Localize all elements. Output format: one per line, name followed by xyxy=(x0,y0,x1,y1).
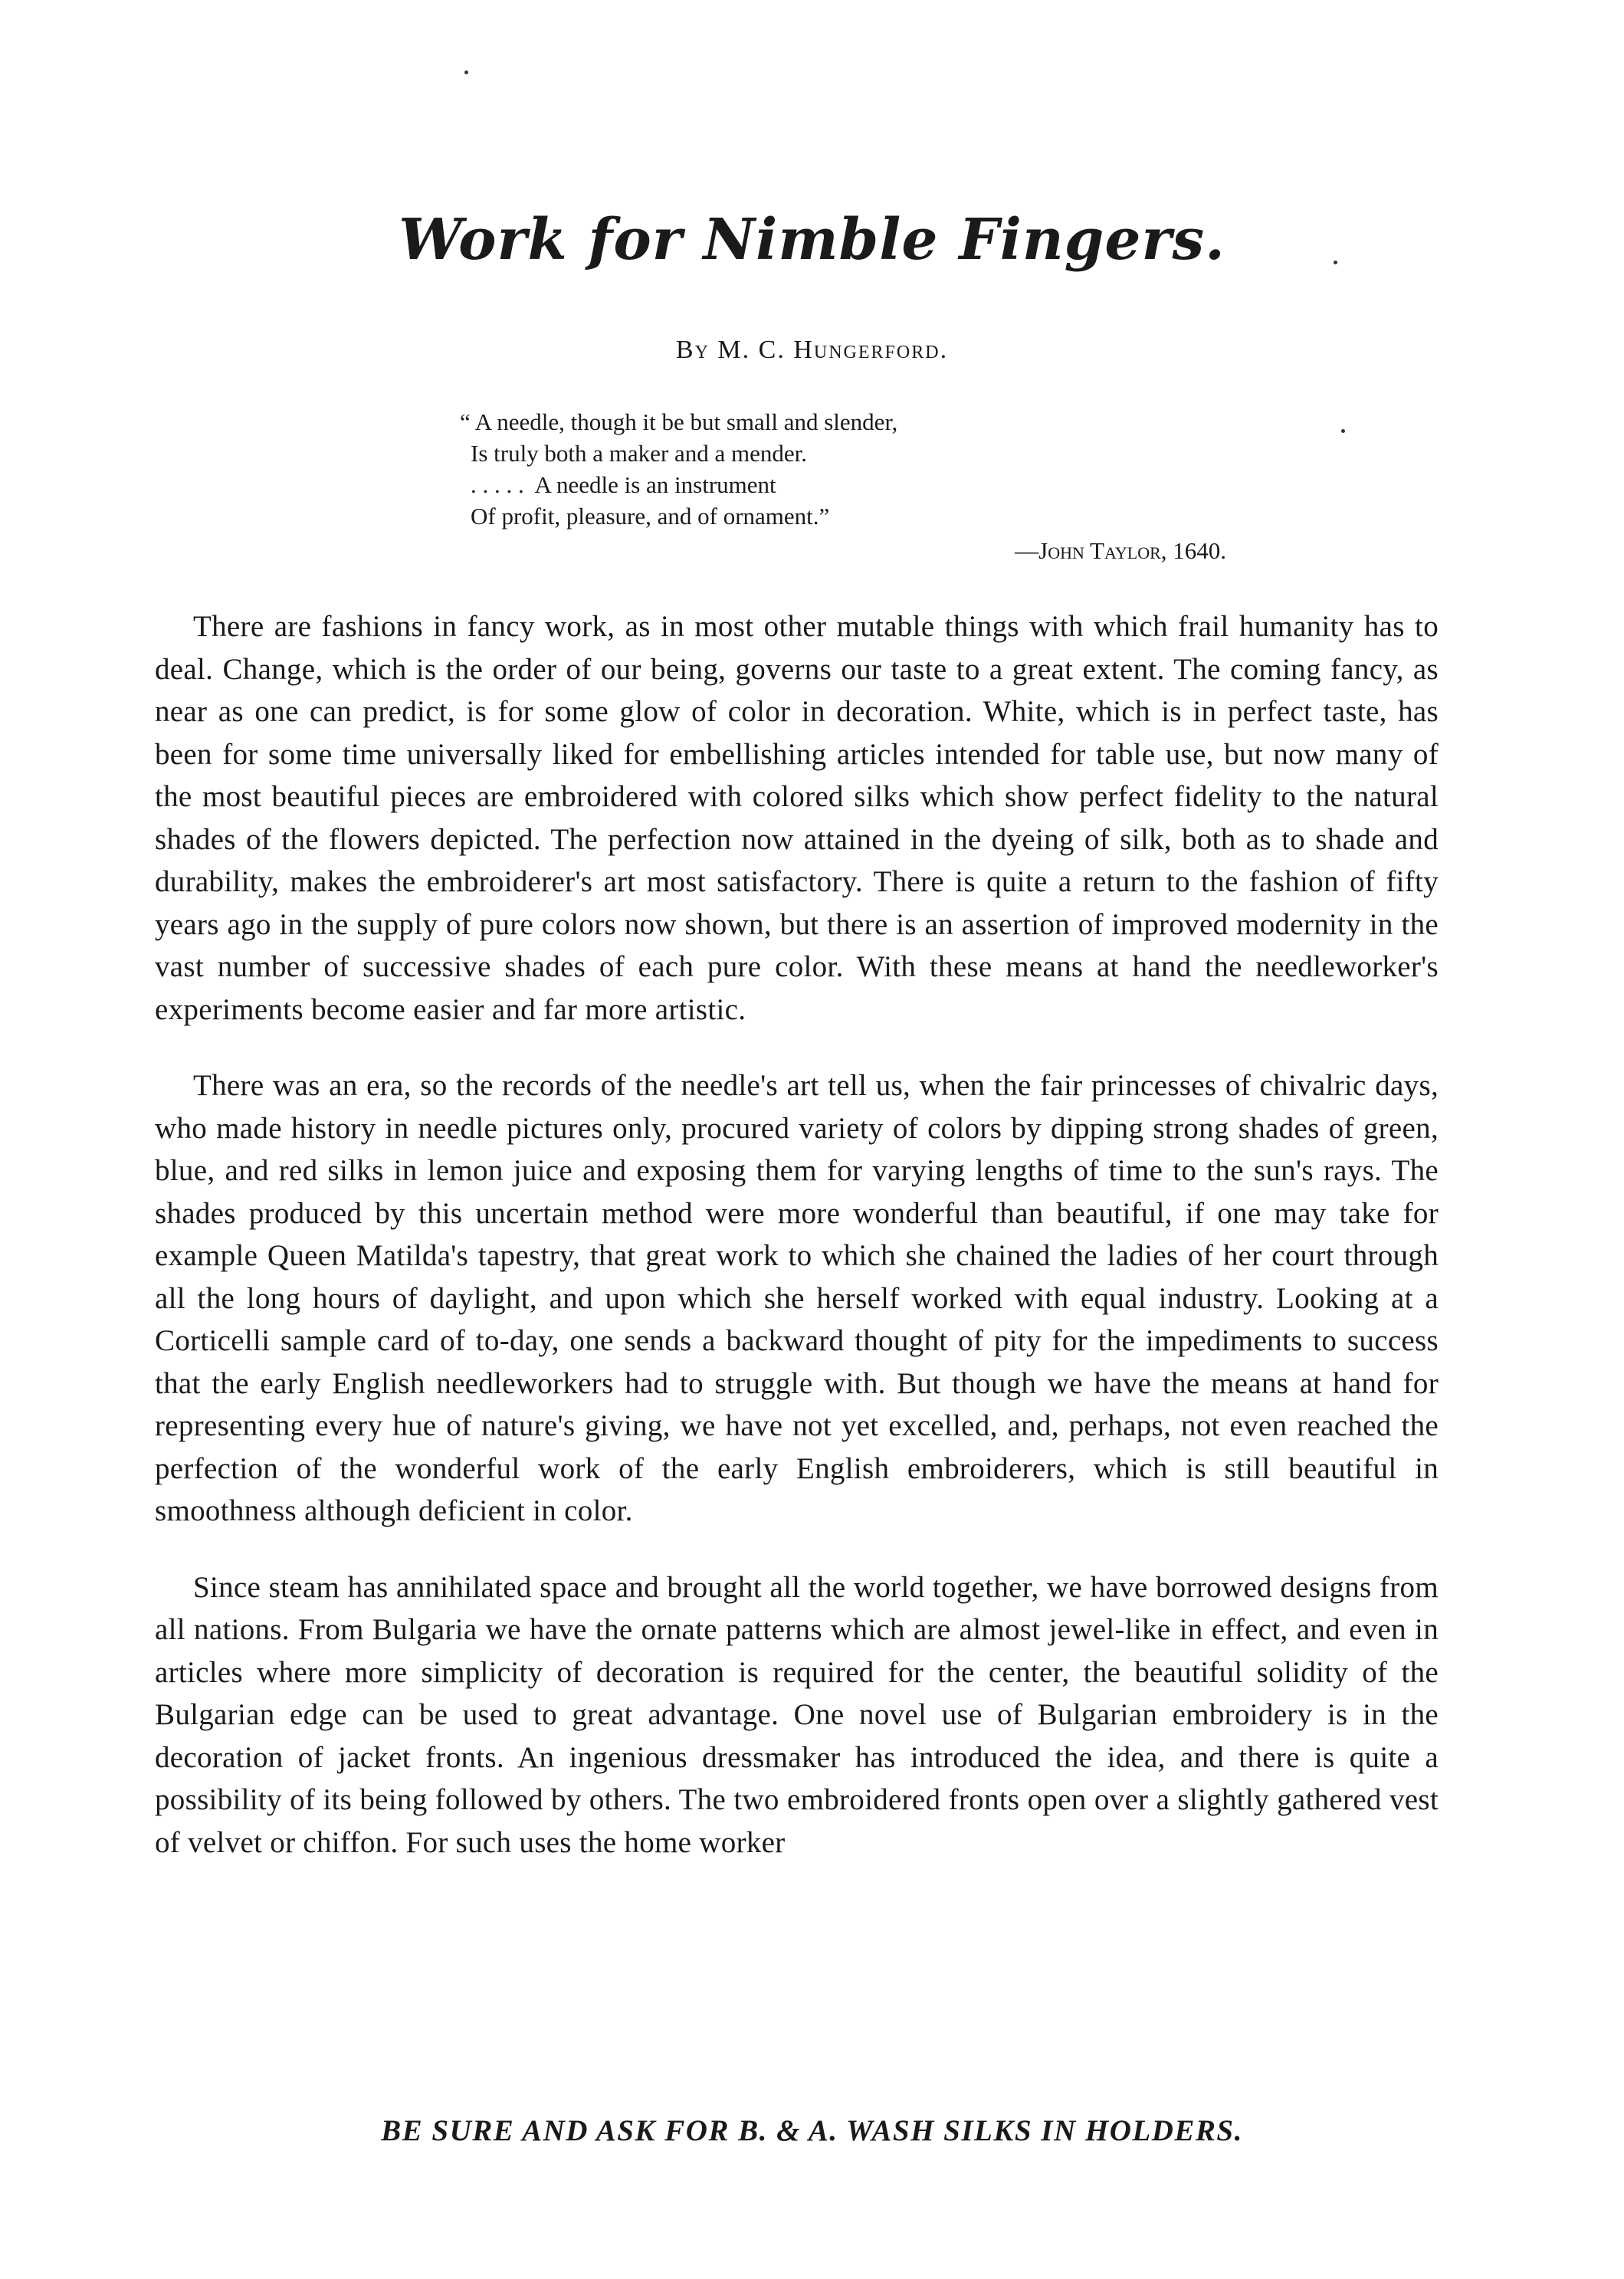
body-paragraph: There are fashions in fancy work, as in most other mutable things with which frail humanity has to deal. Change, which is the order of our being, governs our taste to a great extent. The coming fancy, as near as one can predict, is for some glow of color in decoration. White, which is in perfect taste, has been for some time universally liked for embellishing articles intended for table use, but now many of the most beautiful pieces are embroidered with colored silks which show perfect fidelity to the natural shades of the flowers depicted. The perfection now attained in the dyeing of silk, both as to shade and durability, makes the embroiderer's art most satisfactory. There is quite a return to the fashion of fifty years ago in the supply of pure colors now shown, but there is an assertion of improved modernity in the vast number of successive shades of each pure color. With these means at hand the needleworker's experiments become easier and far more artistic. xyxy=(155,610,1439,1026)
epigraph-line: . . . . . A needle is an instrument xyxy=(471,471,776,498)
article-title: Work for Nimble Fingers. xyxy=(399,207,1225,273)
epigraph-attribution: —John Taylor, 1640. xyxy=(1015,537,1226,564)
body-paragraph: There was an era, so the records of the needle's art tell us, when the fair princesses of chivalric days, who made history in needle pictures only, procured variety of colors by dipping strong shades of green, blue, and red silks in lemon juice and exposing them for varying lengths of time to the sun's rays. The shades produced by this uncertain method were more wonderful than beautiful, if one may take for example Queen Matilda's tapestry, that great work to which she chained the ladies of her court through all the long hours of daylight, and upon which she herself worked with equal industry. Looking at a Corticelli sample card of to-day, one sends a backward thought of pity for the impediments to success that the early English needleworkers had to struggle with. But though we have the means at hand for representing every hue of nature's giving, we have not yet excelled, and, perhaps, not even reached the perfection of the wonderful work of the early English embroiderers, which is still beautiful in smoothness although deficient in color. xyxy=(155,1069,1439,1527)
byline-prefix: By xyxy=(675,336,710,364)
body-paragraph: Since steam has annihilated space and brought all the world together, we have borrowed designs from all nations. From Bulgaria we have the ornate patterns which are almost jewel-like in effect, and even in articles where more simplicity of decoration is required for the center, the beautiful solidity of the Bulgarian edge can be used to great advantage. One novel use of Bulgarian embroidery is in the decoration of jacket fronts. An ingenious dressmaker has introduced the idea, and there is quite a possibility of its being followed by others. The two embroidered fronts open over a slightly gathered vest of velvet or chiffon. For such uses the home worker xyxy=(155,1570,1439,1859)
epigraph-line: “ A needle, though it be but small and slender, xyxy=(460,408,898,435)
epigraph-line: Of profit, pleasure, and of ornament.” xyxy=(471,503,830,530)
advertisement-footer: BE SURE AND ASK FOR B. & A. WASH SILKS IN HOLDERS. xyxy=(381,2114,1243,2147)
article-body xyxy=(155,605,1439,1897)
article-byline xyxy=(0,336,1624,365)
epigraph-quote xyxy=(460,406,1242,566)
epigraph-line: Is truly both a maker and a mender. xyxy=(471,440,808,467)
print-speck xyxy=(464,71,468,74)
print-speck xyxy=(1341,429,1345,433)
author-name: M. C. Hungerford. xyxy=(717,336,949,364)
